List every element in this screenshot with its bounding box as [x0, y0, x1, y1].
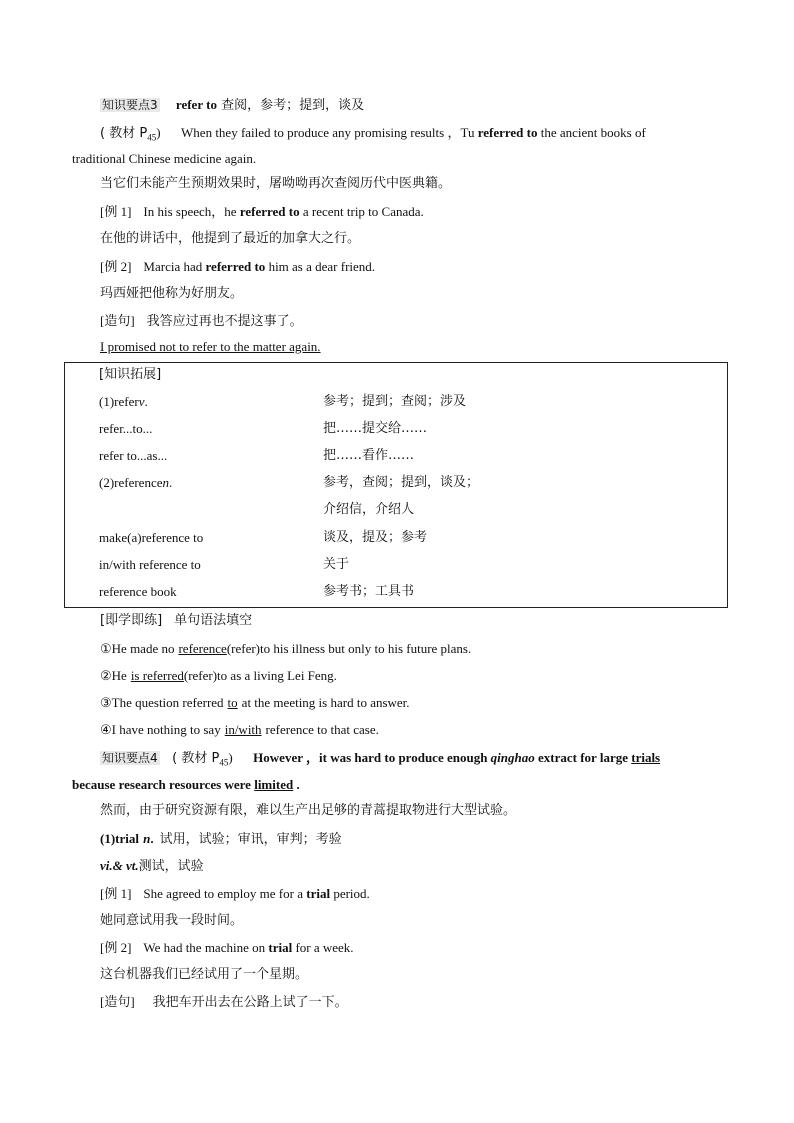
knowledge-expansion-box [64, 362, 728, 608]
expansion-meaning: 参考书；工具书 [323, 584, 415, 599]
expansion-meaning: 把……看作…… [323, 448, 415, 463]
kp4-translation: 然而，由于研究资源有限，难以生产出足够的青蒿提取物进行大型试验。 [100, 803, 517, 818]
answer-blank: is referred [130, 668, 184, 683]
kp4-tag: 知识要点4 [102, 751, 158, 765]
kp3-source-translation: 当它们未能产生预期效果时，屠呦呦再次查阅历代中医典籍。 [100, 176, 452, 191]
kp3-tag: 知识要点3 [102, 98, 158, 112]
kp3-meaning: 查阅，参考；提到，谈及 [221, 98, 365, 113]
kp3-example-2: [例 2] Marcia had referred to him as a dear friend. [100, 259, 376, 274]
practice-question-2: ②He is referred(refer)to as a living Lei Feng. [100, 668, 337, 683]
kp4-sentence-making: [造句] 我把车开出去在公路上试了一下。 [100, 994, 348, 1010]
expansion-term: (1)referv. [99, 394, 148, 409]
kp3-example-2-translation: 玛西娅把他称为好朋友。 [100, 286, 244, 301]
expansion-term: (2)referencen. [99, 475, 173, 490]
expansion-meaning: 参考，查阅；提到，谈及； [323, 475, 480, 490]
kp4-heading: 知识要点4 ( 教材 $P_{45}$) However ，it was hard to produce enough qinghao extract for large trials [102, 750, 661, 768]
answer-blank: to [227, 695, 238, 710]
expansion-meaning: 谈及，提及；参考 [323, 530, 428, 545]
kp4-definition-1: (1)trial n. 试用，试验；审讯，审判；考验 [100, 831, 342, 847]
kp3-heading [100, 96, 364, 115]
expansion-meaning: 参考；提到；查阅；涉及 [323, 394, 467, 409]
kp4-example-2-translation: 这台机器我们已经试用了一个星期。 [100, 967, 309, 982]
expansion-term: reference book [99, 584, 177, 599]
practice-question-4: ④I have nothing to say in/with reference to that case. [100, 722, 379, 737]
kp4-definition-2: vi.& vt.测试，试验 [100, 858, 204, 874]
expansion-term: make(a)reference to [99, 530, 204, 545]
expansion-meaning: 关于 [323, 557, 350, 572]
kp4-sentence-cont: because research resources were limited . [72, 777, 300, 792]
kp3-example-1: [例 1] In his speech，he referred to a recent trip to Canada. [100, 204, 424, 219]
kp4-example-1-translation: 她同意试用我一段时间。 [100, 913, 244, 928]
kp3-source-sentence-cont: traditional Chinese medicine again. [72, 151, 257, 166]
expansion-meaning: 把……提交给…… [323, 421, 428, 436]
practice-question-3: ③The question referred to at the meeting is hard to answer. [100, 695, 410, 710]
kp3-sentence-making-answer: I promised not to refer to the matter again. [100, 339, 321, 354]
kp3-source-sentence: ( 教材 $P_{45}$) When they failed to produce any promising results ，Tu referred to the ancient books of [100, 125, 646, 143]
expansion-meaning: 介绍信，介绍人 [323, 502, 415, 517]
kp3-example-1-translation: 在他的讲话中，他提到了最近的加拿大之行。 [100, 231, 361, 246]
kp3-sentence-making: [造句] 我答应过再也不提这事了。 [100, 313, 303, 329]
kp3-phrase: refer to [175, 97, 217, 112]
practice-question-1: ①He made no reference(refer)to his illness but only to his future plans. [100, 641, 472, 656]
expansion-title: [知识拓展] [99, 367, 162, 382]
expansion-term: refer to...as... [99, 448, 168, 463]
practice-heading: [即学即练] 单句语法填空 [100, 613, 253, 628]
answer-blank: in/with [224, 722, 262, 737]
answer-blank: reference [178, 641, 227, 656]
kp4-example-1: [例 1] She agreed to employ me for a trial period. [100, 886, 370, 901]
expansion-term: refer...to... [99, 421, 153, 436]
expansion-term: in/with reference to [99, 557, 201, 572]
kp4-example-2: [例 2] We had the machine on trial for a week. [100, 940, 354, 955]
